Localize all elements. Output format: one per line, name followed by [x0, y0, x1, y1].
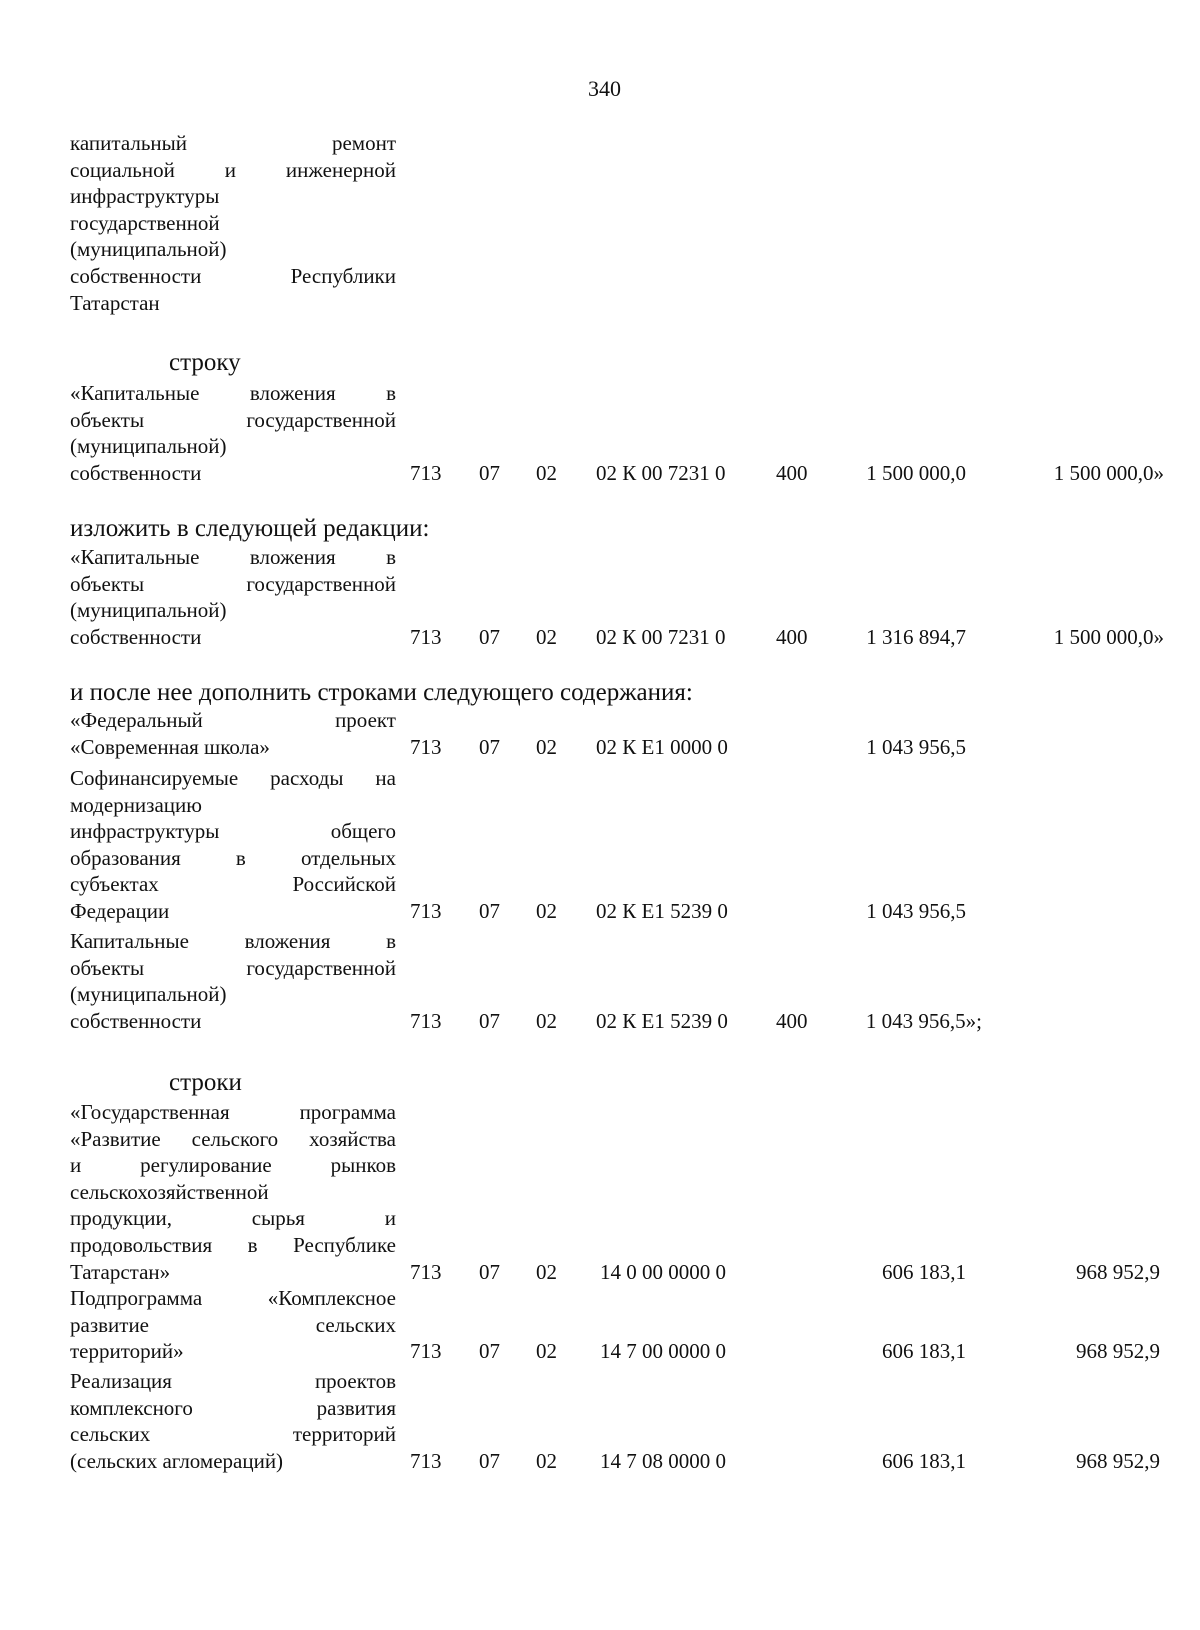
cell-rz: 07 [479, 1339, 500, 1364]
desc-line: Капитальные вложения в [70, 929, 396, 953]
desc-line: Татарстан» [70, 1259, 171, 1284]
cell-pr: 02 [536, 734, 557, 759]
table-row-program [70, 1368, 1160, 1474]
desc-line: Татарстан [70, 290, 160, 315]
desc-line: объекты государственной [70, 571, 396, 596]
table-row-program [70, 1285, 1160, 1365]
cell-pr: 02 [536, 1448, 557, 1473]
cell-sum-2: 1 500 000,0» [1053, 460, 1164, 485]
cell-ved: 713 [410, 624, 442, 649]
table-row-added [70, 928, 1160, 1034]
table-row-added [70, 765, 1160, 925]
desc-line: капитальный ремонт [70, 131, 396, 155]
cell-pr: 02 [536, 1008, 557, 1033]
desc-line: инфраструктуры [70, 184, 220, 209]
cell-rz: 07 [479, 734, 500, 759]
cell-sum-1: 1 043 956,5 [866, 734, 966, 759]
desc-line: «Капитальные вложения в [70, 545, 396, 569]
desc-line: объекты государственной [70, 407, 396, 432]
desc-line: социальной и инженерной [70, 157, 396, 182]
cell-ved: 713 [410, 1448, 442, 1473]
cell-rz: 07 [479, 460, 500, 485]
desc-line: «Федеральный проект [70, 708, 396, 732]
table-row-added [70, 707, 1160, 760]
desc-line: продукции, сырья и [70, 1206, 396, 1231]
desc-line: собственности Республики [70, 263, 396, 288]
cell-csr: 02 К Е1 5239 0 [596, 1008, 728, 1033]
cell-vr: 400 [776, 1008, 808, 1033]
desc-line: государственной [70, 210, 220, 235]
cell-ved: 713 [410, 734, 442, 759]
cell-sum-1: 606 183,1 [882, 1259, 966, 1284]
desc-line: субъектах Российской [70, 872, 396, 897]
cell-sum-2: 968 952,9 [1076, 1259, 1160, 1284]
page-number: 340 [588, 76, 621, 101]
desc-line: Реализация проектов [70, 1369, 396, 1393]
desc-line: собственности [70, 1008, 202, 1033]
top-continuation-block [70, 130, 1160, 316]
row-description [70, 130, 396, 316]
desc-line: «Государственная программа [70, 1100, 396, 1124]
desc-line: комплексного развития [70, 1395, 396, 1420]
cell-sum-1: 1 043 956,5 [866, 898, 966, 923]
desc-line: «Развитие сельского хозяйства [70, 1126, 396, 1151]
desc-line: объекты государственной [70, 955, 396, 980]
desc-line: сельскохозяйственной [70, 1179, 269, 1204]
cell-ved: 713 [410, 898, 442, 923]
heading-add: и после нее дополнить строками следующего содержания: [70, 679, 693, 706]
cell-rz: 07 [479, 624, 500, 649]
desc-line: (муниципальной) [70, 434, 227, 459]
desc-line: «Капитальные вложения в [70, 381, 396, 405]
cell-vr: 400 [776, 624, 808, 649]
desc-line: (муниципальной) [70, 982, 227, 1007]
cell-sum-1: 1 500 000,0 [866, 460, 966, 485]
cell-csr: 14 7 00 0000 0 [600, 1339, 726, 1364]
cell-ved: 713 [410, 1008, 442, 1033]
cell-csr: 02 К Е1 5239 0 [596, 898, 728, 923]
cell-vr: 400 [776, 460, 808, 485]
cell-sum-2: 968 952,9 [1076, 1339, 1160, 1364]
cell-pr: 02 [536, 1339, 557, 1364]
desc-line: Софинансируемые расходы на [70, 766, 396, 790]
desc-line: территорий» [70, 1339, 184, 1364]
cell-rz: 07 [479, 1259, 500, 1284]
desc-line: развитие сельских [70, 1312, 396, 1337]
desc-line: «Современная школа» [70, 734, 270, 759]
cell-sum-1: 606 183,1 [882, 1448, 966, 1473]
cell-sum-2: 968 952,9 [1076, 1448, 1160, 1473]
desc-line: (муниципальной) [70, 598, 227, 623]
cell-rz: 07 [479, 898, 500, 923]
cell-csr: 02 К 00 7231 0 [596, 624, 726, 649]
desc-line: инфраструктуры общего [70, 819, 396, 844]
desc-line: Подпрограмма «Комплексное [70, 1286, 396, 1310]
cell-rz: 07 [479, 1008, 500, 1033]
cell-csr: 02 К Е1 0000 0 [596, 734, 728, 759]
cell-ved: 713 [410, 1339, 442, 1364]
cell-ved: 713 [410, 460, 442, 485]
cell-rz: 07 [479, 1448, 500, 1473]
desc-line: продовольствия в Республике [70, 1232, 396, 1257]
cell-pr: 02 [536, 624, 557, 649]
table-row-new [70, 544, 1164, 650]
heading-stroku: строку [169, 349, 241, 376]
desc-line: и регулирование рынков [70, 1153, 396, 1178]
cell-csr: 02 К 00 7231 0 [596, 460, 726, 485]
cell-pr: 02 [536, 1259, 557, 1284]
cell-csr: 14 0 00 0000 0 [600, 1259, 726, 1284]
desc-line: модернизацию [70, 792, 202, 817]
cell-ved: 713 [410, 1259, 442, 1284]
cell-sum-2: 1 500 000,0» [1053, 624, 1164, 649]
cell-pr: 02 [536, 460, 557, 485]
desc-line: сельских территорий [70, 1422, 396, 1447]
cell-csr: 14 7 08 0000 0 [600, 1448, 726, 1473]
cell-pr: 02 [536, 898, 557, 923]
desc-line: собственности [70, 624, 202, 649]
cell-sum-1: 1 043 956,5»; [865, 1008, 982, 1033]
desc-line: (муниципальной) [70, 237, 227, 262]
desc-line: (сельских агломераций) [70, 1448, 284, 1473]
heading-stroki: строки [169, 1069, 242, 1096]
cell-sum-1: 1 316 894,7 [866, 624, 966, 649]
desc-line: Федерации [70, 898, 170, 923]
heading-edit: изложить в следующей редакции: [70, 515, 430, 542]
desc-line: образования в отдельных [70, 845, 396, 870]
cell-sum-1: 606 183,1 [882, 1339, 966, 1364]
table-row-old [70, 380, 1164, 486]
desc-line: собственности [70, 460, 202, 485]
table-row-program [70, 1099, 1160, 1285]
